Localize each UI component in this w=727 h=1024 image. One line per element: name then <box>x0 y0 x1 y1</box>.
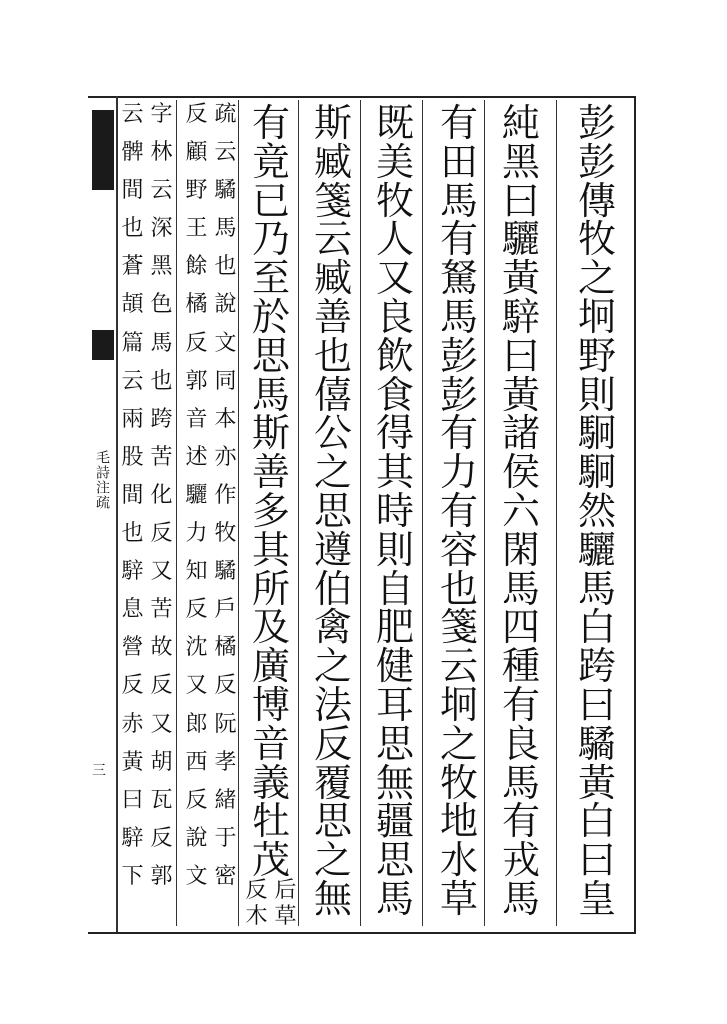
text-character: 跨 <box>577 644 616 689</box>
margin-book-title: 毛詩注疏 <box>94 450 110 510</box>
text-character: 侯 <box>501 450 540 495</box>
text-character: 地 <box>439 799 478 844</box>
text-character: 禽 <box>313 605 352 650</box>
text-character: 之 <box>313 838 352 883</box>
text-character: 然 <box>577 489 616 533</box>
text-character: 思 <box>313 489 352 533</box>
text-character: 馬 <box>501 877 540 921</box>
text-character: 牧 <box>439 760 478 805</box>
text-character: 則 <box>577 372 616 417</box>
text-column-1 <box>568 101 626 924</box>
text-character: 水 <box>439 838 478 883</box>
text-character: 有 <box>501 683 540 727</box>
text-character: 箋 <box>439 605 478 650</box>
text-character: 黃 <box>501 372 540 417</box>
text-character: 已 <box>251 178 290 223</box>
text-character: 白 <box>577 605 616 650</box>
text-character: 斯 <box>313 101 352 145</box>
text-character: 王 <box>185 216 208 242</box>
text-character: 馬 <box>501 566 540 611</box>
text-character: 髀 <box>121 140 144 166</box>
text-character: 苦 <box>150 444 173 470</box>
text-character: 法 <box>313 683 352 727</box>
text-column-7 <box>182 104 240 924</box>
text-character: 兩 <box>121 406 144 432</box>
text-character: 之 <box>577 256 616 301</box>
text-character: 既 <box>375 101 414 145</box>
text-character: 反 <box>313 721 352 766</box>
text-character: 皇 <box>577 877 616 921</box>
text-character: 耳 <box>375 683 414 727</box>
text-character: 化 <box>150 482 173 508</box>
text-character: 深 <box>150 216 173 242</box>
text-character: 黃 <box>121 749 144 775</box>
text-character: 六 <box>501 489 540 533</box>
text-character: 同 <box>214 368 237 394</box>
text-character: 又 <box>375 256 414 301</box>
text-character: 善 <box>251 450 290 495</box>
text-character: 阮 <box>214 711 237 737</box>
text-character: 曰 <box>577 683 616 727</box>
text-character: 蒼 <box>121 254 144 280</box>
text-column-5 <box>304 101 362 924</box>
text-character: 反 <box>185 787 208 813</box>
text-character: 白 <box>577 799 616 844</box>
text-character: 彭 <box>577 101 616 145</box>
text-character: 無 <box>375 760 414 805</box>
text-character: 跨 <box>150 406 173 432</box>
text-character: 馬 <box>501 760 540 805</box>
text-character: 篇 <box>121 330 144 356</box>
text-character: 間 <box>121 178 144 204</box>
text-character: 反 <box>245 878 268 903</box>
text-character: 無 <box>313 877 352 921</box>
text-character: 駉 <box>577 411 616 456</box>
column-rule <box>176 100 177 926</box>
text-character: 肥 <box>375 605 414 650</box>
text-character: 野 <box>577 333 616 378</box>
text-character: 思 <box>313 799 352 844</box>
text-character: 戎 <box>501 838 540 883</box>
text-character: 草 <box>439 877 478 921</box>
text-character: 良 <box>501 721 540 766</box>
text-character: 馬 <box>577 566 616 611</box>
text-character: 疏 <box>214 102 237 127</box>
text-character: 木 <box>245 904 268 929</box>
text-character: 疆 <box>375 799 414 844</box>
page-frame-top <box>88 96 636 98</box>
text-character: 有 <box>439 101 478 145</box>
text-character: 有 <box>439 411 478 456</box>
text-character: 四 <box>501 605 540 650</box>
text-character: 彭 <box>439 333 478 378</box>
text-character: 驪 <box>501 217 540 262</box>
text-character: 馬 <box>150 330 173 356</box>
text-character: 至 <box>251 256 290 301</box>
text-character: 伯 <box>313 566 352 611</box>
text-character: 反 <box>185 102 208 127</box>
text-character: 曰 <box>501 178 540 223</box>
text-character: 瓦 <box>150 787 173 813</box>
text-character: 野 <box>185 178 208 204</box>
text-character: 食 <box>375 372 414 417</box>
text-character: 又 <box>185 673 208 699</box>
text-character: 田 <box>439 139 478 184</box>
text-character: 飲 <box>375 333 414 378</box>
page-frame-bottom <box>88 932 636 934</box>
text-character: 云 <box>439 644 478 689</box>
text-character: 也 <box>214 254 237 280</box>
text-character: 息 <box>121 597 144 623</box>
text-character: 思 <box>375 838 414 883</box>
text-character: 故 <box>150 635 173 661</box>
text-character: 曰 <box>577 838 616 883</box>
text-character: 郎 <box>185 711 208 737</box>
text-character: 容 <box>439 527 478 572</box>
text-character: 說 <box>185 825 208 851</box>
margin-page-number: 三 <box>92 763 106 779</box>
text-character: 云 <box>121 368 144 394</box>
text-character: 力 <box>439 450 478 495</box>
text-character: 反 <box>150 521 173 547</box>
text-character: 公 <box>313 411 352 456</box>
text-character: 馬 <box>439 178 478 223</box>
text-character: 云 <box>313 217 352 262</box>
text-character: 云 <box>150 178 173 204</box>
text-character: 字 <box>150 102 173 127</box>
text-character: 黃 <box>577 760 616 805</box>
text-character: 知 <box>185 559 208 585</box>
text-character: 良 <box>375 295 414 339</box>
text-character: 又 <box>150 559 173 585</box>
text-character: 橘 <box>185 292 208 318</box>
text-character: 反 <box>150 825 173 851</box>
text-character: 下 <box>121 863 144 889</box>
text-character: 於 <box>251 295 290 339</box>
text-character: 音 <box>251 721 290 766</box>
text-character: 色 <box>150 292 173 318</box>
text-character: 郭 <box>185 368 208 394</box>
text-character: 騂 <box>121 559 144 585</box>
text-character: 反 <box>185 330 208 356</box>
text-character: 之 <box>313 644 352 689</box>
text-character: 箋 <box>313 178 352 223</box>
text-character: 所 <box>251 566 290 611</box>
text-character: 及 <box>251 605 290 650</box>
text-character: 牡 <box>251 799 290 844</box>
text-character: 戶 <box>214 597 237 623</box>
text-character: 郭 <box>150 863 173 889</box>
text-character: 騂 <box>121 825 144 851</box>
text-character: 驪 <box>577 527 616 572</box>
text-character: 牧 <box>214 521 237 547</box>
text-character: 牧 <box>375 178 414 223</box>
text-character: 覆 <box>313 760 352 805</box>
text-character: 又 <box>150 711 173 737</box>
text-character: 草 <box>274 904 297 929</box>
text-character: 僖 <box>313 372 352 417</box>
text-character: 云 <box>121 102 144 127</box>
text-character: 健 <box>375 644 414 689</box>
text-column-4 <box>366 101 424 924</box>
text-character: 臧 <box>313 256 352 301</box>
text-character: 驪 <box>185 482 208 508</box>
text-character: 孝 <box>214 749 237 775</box>
text-character: 遵 <box>313 527 352 572</box>
text-character: 也 <box>313 333 352 378</box>
text-character: 間 <box>121 482 144 508</box>
text-character: 密 <box>214 863 237 889</box>
text-character: 善 <box>313 295 352 339</box>
text-character: 驈 <box>214 178 237 204</box>
text-character: 音 <box>185 406 208 432</box>
text-character: 作 <box>214 482 237 508</box>
margin-fishtail-mark <box>92 330 114 360</box>
text-character: 營 <box>121 635 144 661</box>
text-character: 赤 <box>121 711 144 737</box>
text-character: 也 <box>121 521 144 547</box>
text-character: 得 <box>375 411 414 456</box>
text-character: 反 <box>150 673 173 699</box>
text-character: 黑 <box>150 254 173 280</box>
text-character: 閑 <box>501 527 540 572</box>
text-character: 本 <box>214 406 237 432</box>
text-character: 思 <box>251 333 290 378</box>
text-character: 反 <box>185 597 208 623</box>
text-character: 則 <box>375 527 414 572</box>
text-character: 人 <box>375 217 414 262</box>
text-character: 緒 <box>214 787 237 813</box>
text-character: 也 <box>121 216 144 242</box>
text-character: 駉 <box>577 450 616 495</box>
text-character: 黑 <box>501 139 540 184</box>
text-character: 之 <box>313 450 352 495</box>
column-rule <box>556 100 557 926</box>
margin-strip <box>88 96 118 932</box>
text-character: 思 <box>375 721 414 766</box>
text-character: 也 <box>439 566 478 611</box>
text-character: 餘 <box>185 254 208 280</box>
text-character: 馬 <box>251 372 290 417</box>
text-character: 馬 <box>214 216 237 242</box>
text-character: 西 <box>185 749 208 775</box>
text-character: 有 <box>251 101 290 145</box>
text-character: 馬 <box>439 295 478 339</box>
text-character: 騂 <box>501 295 540 339</box>
text-character: 文 <box>214 330 237 356</box>
text-character: 后 <box>274 878 297 903</box>
text-character: 驈 <box>577 721 616 766</box>
text-character: 駑 <box>439 256 478 301</box>
text-character: 彭 <box>577 139 616 184</box>
text-character: 諸 <box>501 411 540 456</box>
text-column-3 <box>430 101 488 924</box>
text-character: 亦 <box>214 444 237 470</box>
page-frame-right <box>634 96 636 932</box>
text-character: 時 <box>375 489 414 533</box>
text-character: 力 <box>185 521 208 547</box>
text-character: 反 <box>214 673 237 699</box>
text-character: 多 <box>251 489 290 533</box>
text-character: 茂 <box>251 838 290 883</box>
text-character: 乃 <box>251 217 290 262</box>
text-character: 反 <box>121 673 144 699</box>
text-character: 種 <box>501 644 540 689</box>
text-character: 臧 <box>313 139 352 184</box>
text-character: 曰 <box>501 333 540 378</box>
text-character: 黃 <box>501 256 540 301</box>
margin-ornament-top <box>92 110 114 190</box>
text-character: 坰 <box>577 295 616 339</box>
text-character: 曰 <box>121 787 144 813</box>
text-character: 也 <box>150 368 173 394</box>
text-character: 述 <box>185 444 208 470</box>
text-character: 有 <box>439 217 478 262</box>
text-character: 顧 <box>185 140 208 166</box>
text-character: 竟 <box>251 139 290 184</box>
text-character: 自 <box>375 566 414 611</box>
text-character: 于 <box>214 825 237 851</box>
text-character: 斯 <box>251 411 290 456</box>
text-column-6 <box>242 101 300 929</box>
text-character: 頡 <box>121 292 144 318</box>
text-character: 彭 <box>439 372 478 417</box>
text-character: 橘 <box>214 635 237 661</box>
text-character: 坰 <box>439 683 478 727</box>
text-character: 文 <box>185 863 208 889</box>
text-character: 純 <box>501 101 540 145</box>
text-character: 博 <box>251 683 290 727</box>
text-character: 有 <box>439 489 478 533</box>
text-character: 沈 <box>185 635 208 661</box>
text-character: 驈 <box>214 559 237 585</box>
text-character: 馬 <box>375 877 414 921</box>
text-character: 林 <box>150 140 173 166</box>
text-column-2 <box>492 101 550 924</box>
text-character: 苦 <box>150 597 173 623</box>
text-character: 其 <box>375 450 414 495</box>
text-character: 云 <box>214 140 237 166</box>
text-character: 有 <box>501 799 540 844</box>
text-character: 美 <box>375 139 414 184</box>
text-character: 之 <box>439 721 478 766</box>
text-character: 義 <box>251 760 290 805</box>
text-character: 股 <box>121 444 144 470</box>
text-character: 廣 <box>251 644 290 689</box>
text-character: 說 <box>214 292 237 318</box>
text-character: 其 <box>251 527 290 572</box>
text-column-8 <box>118 104 176 924</box>
text-character: 胡 <box>150 749 173 775</box>
text-character: 傳 <box>577 178 616 223</box>
text-character: 牧 <box>577 217 616 262</box>
